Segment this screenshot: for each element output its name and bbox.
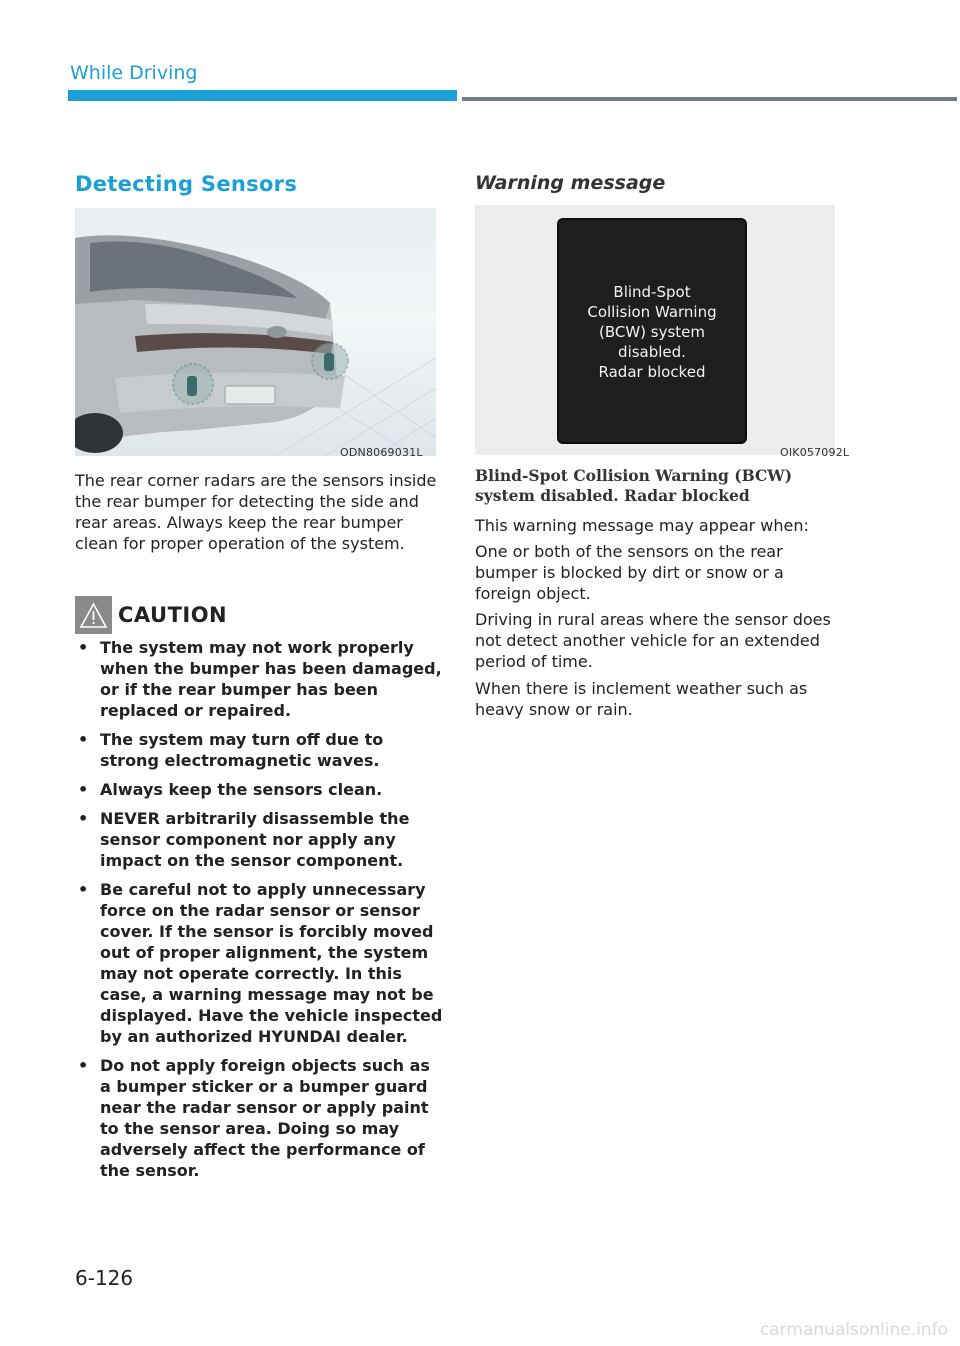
figure-warning-display: [475, 205, 835, 455]
header-rule-blue: [68, 90, 457, 101]
caution-item: • The system may turn off due to strong electromagnetic waves.: [78, 730, 384, 770]
watermark: carmanualsonline.info: [759, 1320, 948, 1340]
warning-condition-2: Driving in rural areas where the sensor does not detect another vehicle for an extended period of time.: [475, 610, 831, 671]
caution-item: • NEVER arbitrarily disassemble the sensor component nor apply any impact on the sensor component.: [78, 809, 410, 870]
figure-rear-car: [75, 208, 436, 456]
warning-triangle-icon: [75, 596, 112, 634]
caution-item: • Always keep the sensors clean.: [78, 780, 383, 799]
page-number: 6-126: [75, 1266, 134, 1290]
caution-item: • The system may not work properly when the bumper has been damaged, or if the rear bumper has been replaced or repaired.: [78, 638, 442, 720]
caution-box: [75, 596, 112, 634]
warning-condition-1: One or both of the sensors on the rear bumper is blocked by dirt or snow or a foreign object.: [475, 542, 784, 603]
caution-item: • Do not apply foreign objects such as a bumper sticker or a bumper guard near the radar sensor or apply paint to the sensor area. Doing so may adversely affect the performance of the sensor.: [78, 1056, 430, 1180]
running-header: While Driving: [70, 62, 198, 84]
header-rule-gray: [462, 97, 957, 101]
rear-car-illustration: [75, 208, 436, 456]
figure-caption-warning: OIK057092L: [780, 446, 850, 459]
cluster-display: [557, 218, 747, 444]
cluster-display-text: Blind-Spot Collision Warning (BCW) system disabled. Radar blocked: [587, 283, 717, 381]
warning-intro: This warning message may appear when:: [475, 516, 809, 535]
section-title-detecting-sensors: Detecting Sensors: [75, 172, 298, 196]
warning-condition-3: When there is inclement weather such as heavy snow or rain.: [475, 679, 808, 719]
figure-caption-car: ODN8069031L: [340, 446, 423, 459]
warning-subheading: Blind-Spot Collision Warning (BCW) system disabled. Radar blocked: [475, 466, 793, 505]
caution-item: • Be careful not to apply unnecessary force on the radar sensor or sensor cover. If the sensor is forcibly moved out of proper alignment, the system may not operate correctly. In this case, a warning message may not be displayed. Have the vehicle inspected by an authorized HYUNDAI dealer.: [78, 880, 443, 1046]
section-title-warning-message: Warning message: [475, 172, 666, 194]
caution-list: [75, 637, 445, 1189]
caution-title: CAUTION: [118, 603, 228, 627]
detecting-sensors-body: The rear corner radars are the sensors inside the rear bumper for detecting the side and rear areas. Always keep the rear bumper clean for proper operation of the system.: [75, 471, 437, 553]
